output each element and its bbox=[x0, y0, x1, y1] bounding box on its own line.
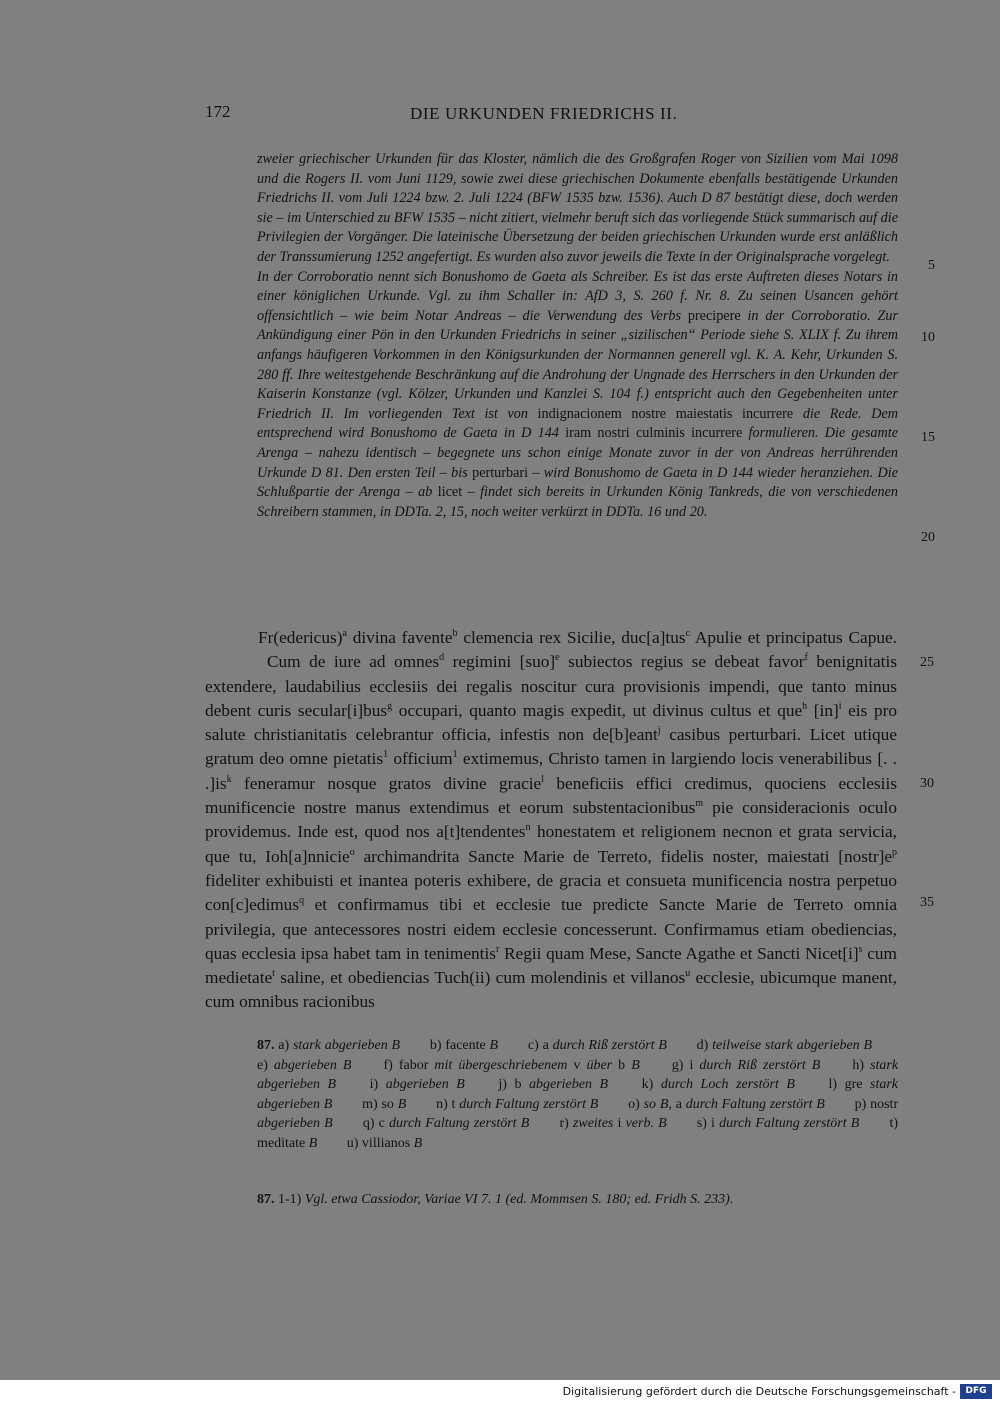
apparatus-note: p) nostr abgerieben B bbox=[257, 1096, 899, 1132]
apparatus-note: j) b abgerieben B bbox=[498, 1077, 609, 1093]
apparatus-note: r) zweites i verb. B bbox=[559, 1116, 667, 1132]
commentary-paragraph-1: zweier griechischer Urkunden für das Kloster, nämlich die des Großgrafen Roger von Sizilien vom Mai 1098 und die Rogers II. vom Juni 1129, sowie zwei diese griechischen Dokumente ebenfalls bestätigende Urkunden Friedrichs II. vom Juli 1224 bzw. 2. Juli 1224 (BFW 1535 bzw. 1536). Auch D 87 bestätigt diese, doch werden sie – im Unterschied zu BFW 1535 – nicht zitiert, vielmehr beruft sich das vorliegende Stück summarisch auf die Privilegien der Vorgänger. Die lateinische Übersetzung der beiden griechischen Urkunden wurde erst anläßlich der Transsumierung 1252 angefertigt. Es wurden also zuvor jeweils die Texte in der Originalsprache vorgelegt. bbox=[257, 151, 898, 265]
apparatus-note: e) abgerieben B bbox=[257, 1057, 352, 1073]
apparatus-note: b) facente B bbox=[429, 1038, 499, 1053]
line-number: 20 bbox=[921, 530, 935, 545]
line-number: 35 bbox=[920, 895, 934, 910]
apparatus-note: l) gre stark abgerieben B bbox=[257, 1077, 899, 1112]
line-number: 5 bbox=[928, 258, 935, 273]
apparatus-note: 87. a) stark abgerieben B bbox=[257, 1038, 401, 1053]
source-notes: 87. 1-1) Vgl. etwa Cassiodor, Variae VI 7. 1 (ed. Mommsen S. 180; ed. Fridh S. 233). bbox=[257, 1192, 734, 1207]
dfg-logo: DFG bbox=[960, 1384, 992, 1399]
apparatus-note: d) teilweise stark abgerieben B bbox=[696, 1038, 873, 1053]
apparatus-note: n) t durch Faltung zerstört B bbox=[436, 1096, 599, 1112]
apparatus-note: s) i durch Faltung zerstört B bbox=[696, 1116, 860, 1132]
critical-apparatus bbox=[257, 1036, 898, 1154]
apparatus-note: k) durch Loch zerstört B bbox=[641, 1077, 795, 1093]
apparatus-note: i) abgerieben B bbox=[369, 1077, 465, 1093]
charter-text bbox=[205, 626, 897, 1015]
funding-note: Digitalisierung gefördert durch die Deutsche Forschungsgemeinschaft - bbox=[562, 1385, 956, 1398]
running-head: DIE URKUNDEN FRIEDRICHS II. bbox=[410, 104, 678, 123]
footer-bar bbox=[0, 1380, 1000, 1403]
line-number: 25 bbox=[920, 655, 934, 670]
apparatus-note: u) villianos B bbox=[346, 1135, 423, 1151]
apparatus-note: f) fabor mit übergeschriebenem v über b B bbox=[383, 1057, 640, 1073]
commentary bbox=[257, 150, 898, 522]
apparatus-note: h) stark abgerieben B bbox=[257, 1057, 899, 1093]
line-number: 15 bbox=[921, 430, 935, 445]
apparatus-note: m) so B bbox=[362, 1096, 407, 1112]
apparatus-note: o) so B, a durch Faltung zerstört B bbox=[628, 1096, 825, 1112]
apparatus-note: t) meditate B bbox=[257, 1116, 899, 1151]
apparatus-note: g) i durch Riß zerstört B bbox=[671, 1057, 821, 1073]
charter-paragraph: Fr(edericus)$^a$ divina favente$^b$ clemencia rex Sicilie, duc[a]tus$^c$ Apulie et principatus Capue.Cum de iure ad omnes$^d$ regimini [suo]$^e$ subiectos regius se debeat favor$^f$ benignitatis extendere, laudabilius ecclesiis dei regalis noscitur cura provisionis impendi, que tanto minus debent curis secular[i]bus$^g$ occupari, quanto magis expedit, ut divinus cultus et que$^h$ [in]$^i$ eis pro salute christianitatis celebrantur officia, infestis non de[b]eant$^j$ casibus perturbari. Licet utique gratum deo omne pietatis$^1$ officium$^1$ extimemus, Christo tamen in largiendo locis venerabilibus [. . $.]is^k$ feneramur nosque gratos divine gracie$^l$ beneficiis effici credimus, quociens ecclesiis munificencie nostre manus extendimus et eorum substentacionibus$^m$ pie consideracionis oculo providemus. Inde est, quod nos a[t]tendentes$^n$ honestatem et religionem necnon et grata servicia, que tu, Ioh[a]nnicie$^o$ archimandrita Sancte Marie de Terreto, fidelis noster, maiestati $[nostr]e^p$ fideliter exhibuisti et inantea poteris exhibere, de gracia et consueta munificencia nostra perpetuo con[c]edimus$^q$ et confirmamus tibi et ecclesie tue predicte Sancte Marie de Terreto omnia privilegia, que antecessores nostri eidem ecclesie concesserunt. Confirmamus etiam obediencias, quas ecclesia ipsa habet tam in tenimentis$^r$ Regii quam Mese, Sancte Agathe et Sancti $Nicet[i]^s$ cum medietate$^t$ saline, et obediencias Tuch(ii) cum molendinis et villanos$^u$ ecclesie, ubicumque manent, cum omnibus racionibus bbox=[205, 628, 898, 1012]
commentary-paragraph-2: In der Corroboratio nennt sich Bonushomo de Gaeta als Schreiber. Es ist das erste Auftreten dieses Notars in einer königlichen Urkunde. Vgl. zu ihm Schaller in: AfD 3, S. 260 f. Nr. 8. Zu seinen Usancen gehört offensichtlich – wie beim Notar Andreas – die Verwendung des Verbs precipere in der Corroboratio. Zur Ankündigung einer Pön in den Urkunden Friedrichs in seiner „sizilischen“ Periode siehe S. XLIX f. Zu ihrem anfangs häufigeren Vorkommen in den Königsurkunden der Normannen generell vgl. K. A. Kehr, Urkunden S. 280 ff. Ihre weitestgehende Beschränkung auf die Androhung der Ungnade des Herrschers in den Urkunden der Kaiserin Konstanze (vgl. Kölzer, Urkunden und Kanzlei S. 104 f.) entspricht auch den Gegebenheiten unter Friedrich II. Im vorliegenden Text ist von indignacionem nostre maiestatis incurrere die Rede. Dem entsprechend wird Bonushomo de Gaeta in D 144 iram nostri culminis incurrere formulieren. Die gesamte Arenga – nahezu identisch – begegnete uns schon einige Monate zuvor in der von Andreas herrührenden Urkunde D 81. Den ersten Teil – bis perturbari – wird Bonushomo de Gaeta in D 144 wieder heranziehen. Die Schlußpartie der Arenga – ab licet – findet sich bereits in Urkunden König Tankreds, die von verschiedenen Schreibern stammen, in DDTa. 2, 15, noch weiter verkürzt in DDTa. 16 und 20. bbox=[257, 268, 899, 520]
apparatus-note: c) a durch Riß zerstört B bbox=[527, 1038, 667, 1053]
page-number: 172 bbox=[205, 102, 231, 121]
line-number: 30 bbox=[920, 776, 934, 791]
line-number: 10 bbox=[921, 330, 935, 345]
apparatus-note: q) c durch Faltung zerstört B bbox=[362, 1116, 530, 1132]
